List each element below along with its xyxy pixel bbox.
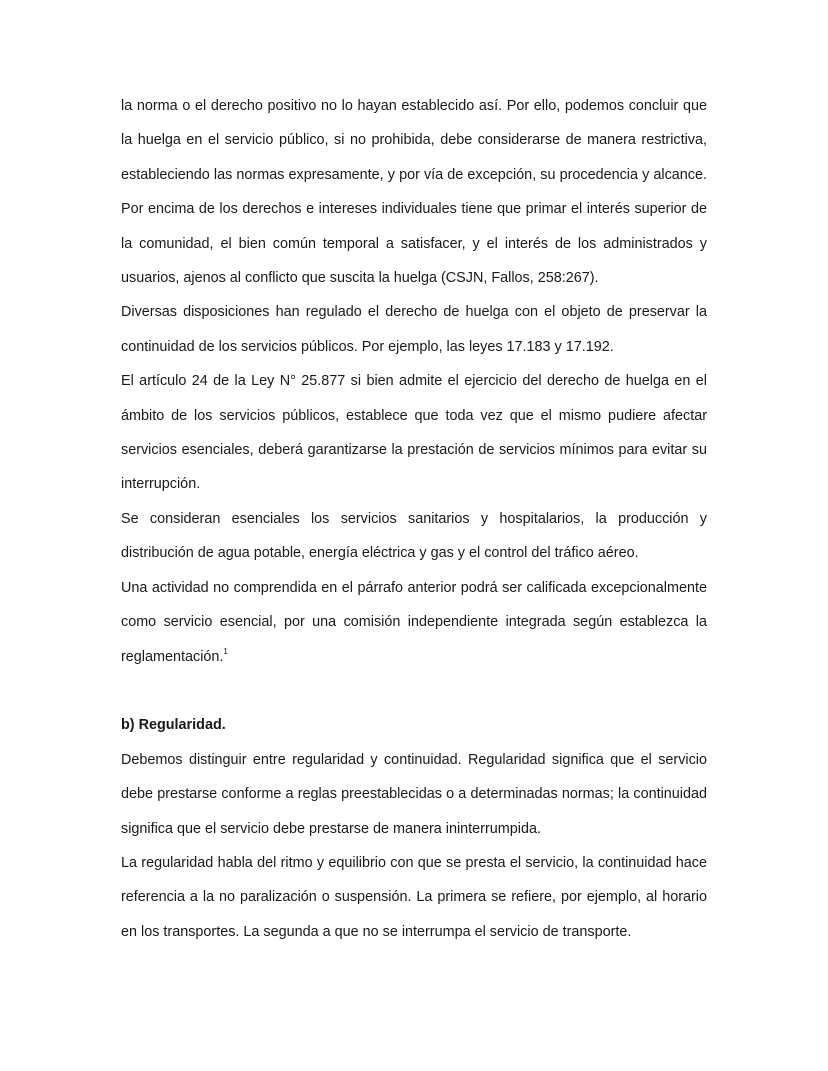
section-heading-regularidad: b) Regularidad. [121, 717, 226, 734]
paragraph-actividad-calificada [121, 571, 707, 674]
paragraph-disposiciones: Diversas disposiciones han regulado el derecho de huelga con el objeto de preservar la continuidad de los servicios públicos. Por ejemplo, las leyes 17.183 y 17.192. [121, 304, 707, 355]
footnote-marker[interactable]: 1 [223, 646, 228, 656]
section-spacer [121, 674, 707, 708]
paragraph-regularidad-definicion: Debemos distinguir entre regularidad y continuidad. Regularidad significa que el servicio debe prestarse conforme a reglas preestablecidas o a determinadas normas; la continuidad significa que el servicio debe prestarse de manera ininterrumpida. [121, 751, 707, 837]
paragraph-actividad-text: Una actividad no comprendida en el párrafo anterior podrá ser calificada excepcionalmente como servicio esencial, por una comisión independiente integrada según establezca la reglamentación. [121, 579, 707, 665]
paragraph-huelga-restrictiva: la norma o el derecho positivo no lo hayan establecido así. Por ello, podemos concluir que la huelga en el servicio público, si no prohibida, debe considerarse de manera restrictiva, estableciendo las normas expresamente, y por vía de excepción, su procedencia y alcance. Por encima de los derechos e intereses individuales tiene que primar el interés superior de la comunidad, el bien común temporal a satisfacer, y el interés de los administrados y usuarios, ajenos al conflicto que suscita la huelga (CSJN, Fallos, 258:267). [121, 98, 707, 287]
paragraph-regularidad-ritmo: La regularidad habla del ritmo y equilibrio con que se presta el servicio, la continuidad hace referencia a la no paralización o suspensión. La primera se refiere, por ejemplo, al horario en los transportes. La segunda a que no se interrumpa el servicio de transporte. [121, 854, 707, 940]
paragraph-articulo-24: El artículo 24 de la Ley N° 25.877 si bien admite el ejercicio del derecho de huelga en el ámbito de los servicios públicos, establece que toda vez que el mismo pudiere afectar servicios esenciales, deberá garantizarse la prestación de servicios mínimos para evitar su interrupción. [121, 373, 707, 493]
document-body [121, 89, 707, 949]
paragraph-servicios-esenciales: Se consideran esenciales los servicios sanitarios y hospitalarios, la producción y distribución de agua potable, energía eléctrica y gas y el control del tráfico aéreo. [121, 510, 707, 562]
